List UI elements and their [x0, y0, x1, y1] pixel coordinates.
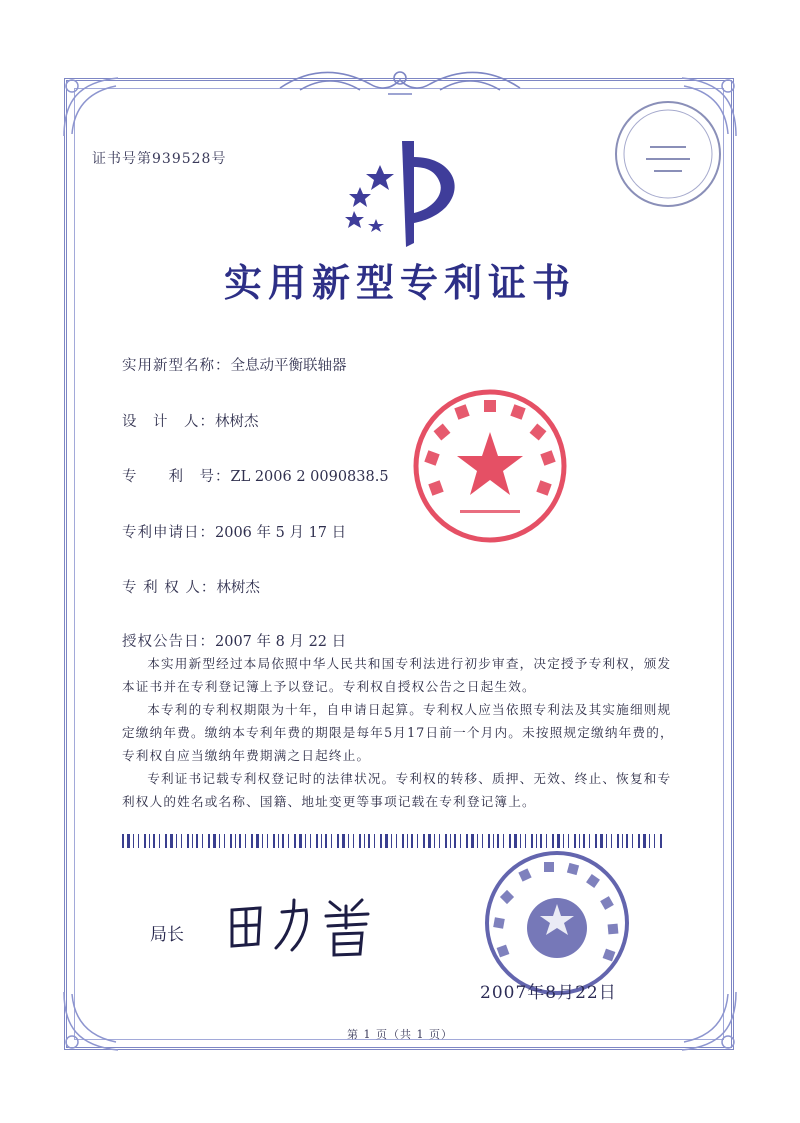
body-paragraph: 本专利的专利权期限为十年，自申请日起算。专利权人应当依照专利法及其实施细则规定缴纳年费。缴纳本专利年费的期限是每年5月17日前一个月内。未按照规定缴纳年费的，专利权自应当缴纳年费期满之日起终止。	[122, 702, 674, 763]
field-label: 专利申请日：	[122, 525, 215, 541]
grant-date-field	[122, 630, 346, 651]
field-value: ZL 2006 2 0090838.5	[230, 469, 389, 485]
corner-ornament-icon	[672, 986, 742, 1056]
designer-field	[122, 410, 259, 431]
field-label: 授权公告日：	[122, 634, 215, 650]
body-paragraph: 专利证书记载专利权登记时的法律状况。专利权的转移、质押、无效、终止、恢复和专利权人的姓名或名称、国籍、地址变更等事项记载在专利登记簿上。	[122, 771, 672, 809]
field-label: 专 利 号：	[122, 469, 231, 485]
field-label: 设 计 人：	[122, 414, 215, 430]
field-value: 全息动平衡联轴器	[230, 358, 347, 374]
patentee-field	[122, 576, 260, 597]
field-value: 林树杰	[215, 414, 259, 430]
body-paragraph: 本实用新型经过本局依照中华人民共和国专利法进行初步审查，决定授予专利权，颁发本证书并在专利登记簿上予以登记。专利权自授权公告之日起生效。	[122, 656, 672, 694]
barcode-icon	[122, 834, 662, 848]
director-signature-icon	[222, 892, 392, 962]
utility-model-name-field	[122, 354, 347, 375]
page-number: 第 1 页（共 1 页）	[347, 1028, 453, 1041]
patent-office-logo-icon	[340, 135, 470, 250]
field-label: 专 利 权 人：	[122, 580, 217, 596]
director-label: 局长	[150, 925, 184, 945]
certificate-title: 实用新型专利证书	[223, 260, 576, 305]
patent-number-field	[122, 465, 389, 486]
corner-ornament-icon	[58, 72, 128, 142]
application-date-field	[122, 521, 346, 542]
company-seal-icon	[410, 386, 570, 546]
office-seal-icon	[482, 848, 632, 998]
certificate-number: 证书号第939528号	[92, 151, 227, 167]
seal-date: 2007年8月22日	[480, 983, 617, 1003]
field-label: 实用新型名称：	[122, 358, 231, 374]
top-ornament-icon	[270, 66, 530, 100]
corner-ornament-icon	[58, 986, 128, 1056]
small-stamp-icon	[612, 98, 724, 210]
certificate-body	[122, 652, 682, 813]
field-value: 2007 年 8 月 22 日	[215, 634, 347, 650]
field-value: 2006 年 5 月 17 日	[215, 525, 347, 541]
field-value: 林树杰	[216, 580, 260, 596]
